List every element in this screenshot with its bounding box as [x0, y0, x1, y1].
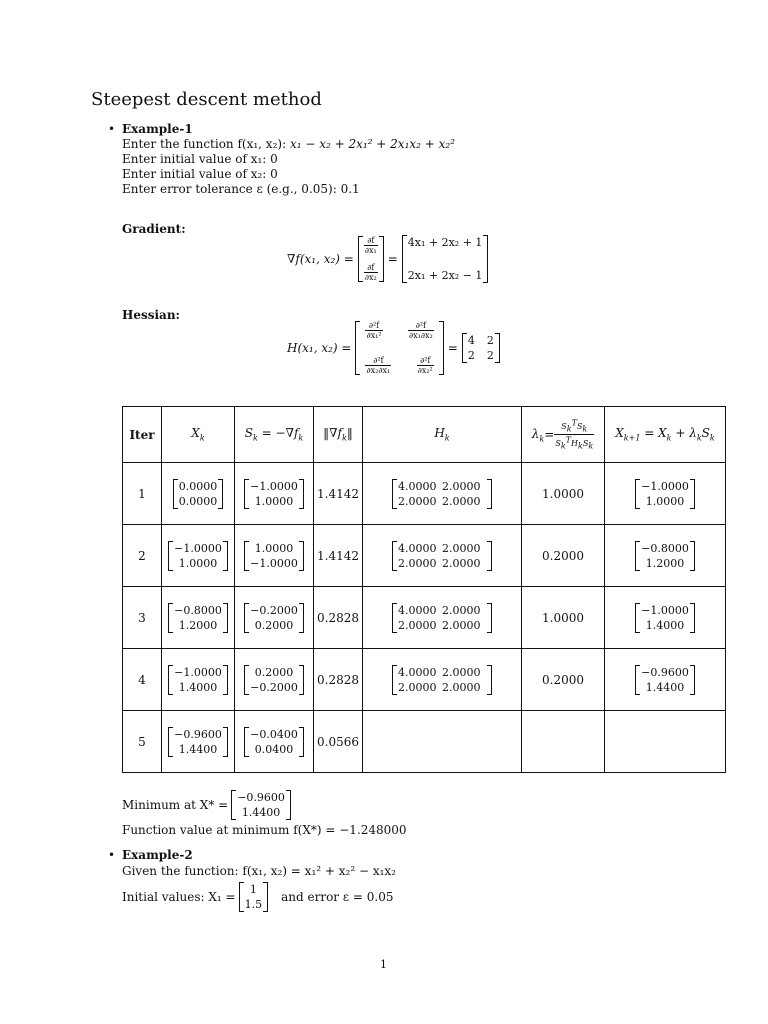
- header-norm: $‖\nabla f_k‖$: [314, 407, 363, 463]
- lambda-cell: 0.2000: [522, 649, 605, 711]
- hessian-matrix: 4 2 2 2: [462, 333, 500, 363]
- xk-cell: [162, 587, 235, 649]
- sk-cell: [235, 649, 314, 711]
- header-iter: Iter: [123, 407, 162, 463]
- table-header-row: [123, 407, 726, 463]
- xnext-cell-vector: −1.0000 1.4000: [635, 603, 695, 633]
- minimum-vector: −0.9600 1.4400: [231, 790, 291, 820]
- norm-cell: 0.2828: [314, 587, 363, 649]
- xnext-cell-vector: −0.8000 1.2000: [635, 541, 695, 571]
- minimum-label: Minimum at X* =: [122, 798, 229, 812]
- x1-initial-line: Enter initial value of x₁: 0: [122, 152, 278, 166]
- example2-given: Given the function: f(x₁, x₂) = x₁² + x₂² − x₁x₂: [122, 864, 396, 878]
- xnext-cell: [605, 525, 726, 587]
- norm-cell: 0.0566: [314, 711, 363, 773]
- norm-cell: 1.4142: [314, 463, 363, 525]
- hk-matrix: 4.0000 2.0000 2.0000 2.0000: [392, 665, 492, 695]
- initial-vector: 1 1.5: [239, 882, 269, 912]
- minimum-line: [122, 790, 291, 820]
- table-row: [123, 711, 726, 773]
- initial-values-line: [122, 882, 393, 912]
- hk-cell: [363, 587, 522, 649]
- sk-cell: [235, 525, 314, 587]
- sk-cell: [235, 463, 314, 525]
- iter-cell: 5: [123, 711, 162, 773]
- table-row: [123, 463, 726, 525]
- xk-cell: [162, 463, 235, 525]
- example1-heading: Example-1: [122, 122, 193, 136]
- gradient-label: Gradient:: [122, 222, 186, 236]
- iter-cell: 1: [123, 463, 162, 525]
- iter-cell: 4: [123, 649, 162, 711]
- xk-cell-vector: −0.8000 1.2000: [168, 603, 228, 633]
- example2-heading: Example-2: [122, 848, 193, 862]
- page-title: Steepest descent method: [91, 89, 322, 110]
- xk-cell-vector: −0.9600 1.4400: [168, 727, 228, 757]
- gradient-lhs: ∇f(x₁, x₂) =: [287, 252, 354, 266]
- header-sk: $S_k = -\nabla f_k$: [235, 407, 314, 463]
- gradient-partials-matrix: $\frac{\partial f}{\text{∂x₁}}$ $\frac{\partial f}{\text{∂x₂}}$: [358, 236, 384, 282]
- bullet-dot: •: [108, 848, 116, 862]
- hk-matrix: 4.0000 2.0000 2.0000 2.0000: [392, 603, 492, 633]
- hk-matrix: 4.0000 2.0000 2.0000 2.0000: [392, 479, 492, 509]
- initial-label: Initial values: X₁ =: [122, 890, 236, 904]
- function-value-line: Function value at minimum f(X*) = −1.248000: [122, 823, 407, 837]
- xnext-cell: [605, 711, 726, 773]
- header-hk: $H_k$: [363, 407, 522, 463]
- example1-function-line: [122, 137, 455, 151]
- sk-cell: [235, 587, 314, 649]
- sk-cell-vector: 1.0000 −1.0000: [244, 541, 304, 571]
- hessian-partials-matrix: $\frac{\text{∂²f}}{\text{∂x₁²}}$ $\frac{\text{∂²f}}{\text{∂x₁∂x₂}}$ $\frac{\text{∂²f}}{\text{∂x₂∂x₁}}$ $\frac{\text{∂²f}}{\text{∂x₂²}}$: [355, 321, 443, 375]
- function-prompt: Enter the function f(x₁, x₂):: [122, 137, 287, 151]
- iter-cell: 3: [123, 587, 162, 649]
- lambda-cell: 1.0000: [522, 587, 605, 649]
- header-xk: $X_k$: [162, 407, 235, 463]
- table-row: [123, 525, 726, 587]
- xk-cell: [162, 711, 235, 773]
- xnext-cell: [605, 649, 726, 711]
- xk-cell: [162, 649, 235, 711]
- xnext-cell: [605, 463, 726, 525]
- norm-cell: 1.4142: [314, 525, 363, 587]
- sk-cell-vector: 0.2000 −0.2000: [244, 665, 304, 695]
- gradient-equation: ∇f(x₁, x₂) = $\frac{\partial f}{\text{∂x₁}}$ $\frac{\partial f}{\text{∂x₂}}$ = 4x₁ + 2x₂ + 1 2x₁ + 2x₂ − 1: [287, 235, 488, 283]
- hk-cell: [363, 649, 522, 711]
- iteration-table: [122, 406, 726, 773]
- sk-cell-vector: −1.0000 1.0000: [244, 479, 304, 509]
- sk-cell-vector: −0.2000 0.2000: [244, 603, 304, 633]
- lambda-cell: [522, 711, 605, 773]
- bullet-dot: •: [108, 122, 116, 136]
- xnext-cell: [605, 587, 726, 649]
- hk-cell: [363, 463, 522, 525]
- table-row: [123, 649, 726, 711]
- table-row: [123, 587, 726, 649]
- hk-matrix: 4.0000 2.0000 2.0000 2.0000: [392, 541, 492, 571]
- xk-cell-vector: 0.0000 0.0000: [173, 479, 224, 509]
- xnext-cell-vector: −0.9600 1.4400: [635, 665, 695, 695]
- xk-cell-vector: −1.0000 1.0000: [168, 541, 228, 571]
- xk-cell-vector: −1.0000 1.4000: [168, 665, 228, 695]
- hessian-label: Hessian:: [122, 308, 180, 322]
- hk-cell: [363, 711, 522, 773]
- page-number: 1: [380, 958, 387, 971]
- hessian-lhs: H(x₁, x₂) =: [287, 341, 352, 355]
- hk-cell: [363, 525, 522, 587]
- function-expression: x₁ − x₂ + 2x₁² + 2x₁x₂ + x₂²: [289, 137, 456, 151]
- iter-cell: 2: [123, 525, 162, 587]
- lambda-cell: 0.2000: [522, 525, 605, 587]
- hessian-equation: H(x₁, x₂) = $\frac{\text{∂²f}}{\text{∂x₁²}}$ $\frac{\text{∂²f}}{\text{∂x₁∂x₂}}$ $\frac{\text{∂²f}}{\text{∂x₂∂x₁}}$ $\frac{\text{∂²f}}{\text{∂x₂²}}$ = 4 2 2 2: [287, 321, 500, 375]
- header-xnext: $X_{k+1} = X_k + \lambda_kS_k$: [605, 407, 726, 463]
- gradient-matrix: 4x₁ + 2x₂ + 1 2x₁ + 2x₂ − 1: [402, 235, 489, 283]
- sk-cell: [235, 711, 314, 773]
- error-text: and error ε = 0.05: [281, 890, 394, 904]
- lambda-cell: 1.0000: [522, 463, 605, 525]
- header-lambda: $\lambda_k=$ $\frac{S_k^TS_k}{S_k^TH_kS_k}$: [522, 407, 605, 463]
- x2-initial-line: Enter initial value of x₂: 0: [122, 167, 278, 181]
- tolerance-line: Enter error tolerance ε (e.g., 0.05): 0.1: [122, 182, 360, 196]
- norm-cell: 0.2828: [314, 649, 363, 711]
- xnext-cell-vector: −1.0000 1.0000: [635, 479, 695, 509]
- xk-cell: [162, 525, 235, 587]
- sk-cell-vector: −0.0400 0.0400: [244, 727, 304, 757]
